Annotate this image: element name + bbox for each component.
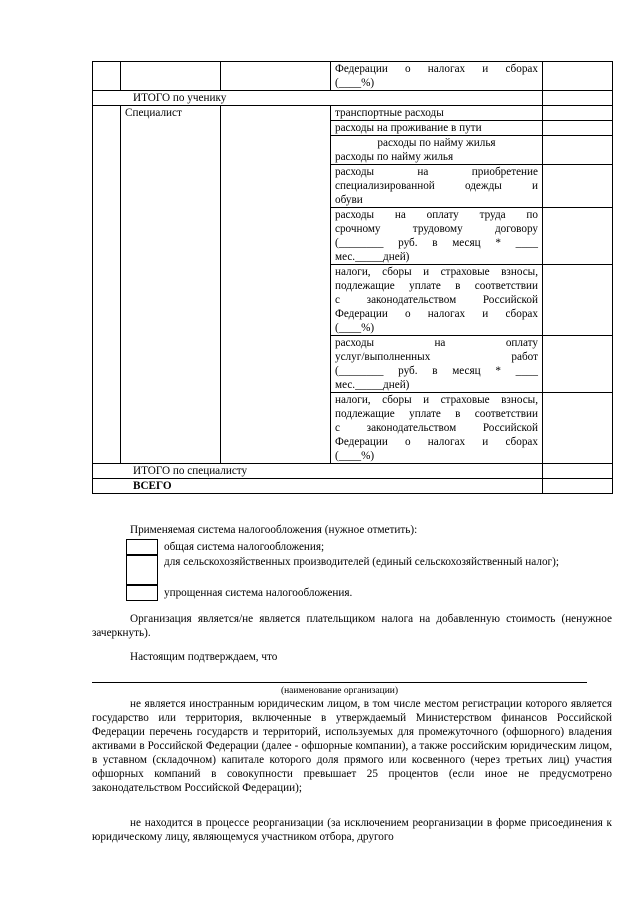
amount-cell — [543, 336, 613, 393]
cost-item-cell — [331, 165, 543, 208]
cost-item-line: обуви — [335, 194, 363, 206]
row-number-cell — [93, 62, 121, 91]
cost-item-line: расходы по найму жилья — [335, 151, 454, 163]
cost-item-line: мес._____дней) — [335, 251, 410, 263]
role-cell: Специалист — [121, 106, 221, 464]
tax-system-title: Применяемая система налогообложения (нужное отметить): — [130, 524, 418, 536]
cost-item-line: расходы по найму жилья — [377, 137, 496, 149]
table-row — [93, 91, 613, 106]
checkbox-agricultural-tax[interactable] — [126, 555, 158, 585]
organization-name-caption: (наименование организации) — [280, 686, 399, 696]
amount-cell — [543, 464, 613, 479]
confirm-paragraph: Настоящим подтверждаем, что — [130, 651, 278, 663]
row-number-cell — [93, 106, 121, 464]
cost-item-line: подлежащие уплате в соответствии — [335, 408, 538, 420]
cost-item-line: с законодательством Российской — [335, 422, 538, 434]
amount-cell — [543, 136, 613, 165]
amount-cell — [543, 165, 613, 208]
cost-item-line: расходы на оплату — [335, 337, 538, 349]
cost-item-line: расходы на приобретение — [335, 166, 538, 178]
cost-item-line: (________ руб. в месяц * ____ — [335, 365, 538, 377]
option-agricultural-tax: для сельскохозяйственных производителей (единый сельскохозяйственный налог); — [164, 556, 559, 568]
amount-cell — [543, 91, 613, 106]
cost-item-cell — [331, 265, 543, 336]
table-row — [93, 479, 613, 494]
table-row — [93, 62, 613, 91]
grand-total-label: ВСЕГО — [93, 479, 543, 494]
cost-item-line: (________ руб. в месяц * ____ — [335, 237, 538, 249]
option-simplified-tax: упрощенная система налогообложения. — [164, 587, 353, 599]
table-row — [93, 106, 613, 121]
cost-item-line: налоги, сборы и страховые взносы, — [335, 266, 538, 278]
offshore-paragraph: не является иностранным юридическим лицом, в том числе местом регистрации которого является государство или территория, включенные в утверждаемый Министерством финансов Российской Федерации перечень государств и территорий, используемых для промежуточного (офшорного) владения активами в Российской Федерации (далее - офшорные компании), а также российским юридическим лицом, в уставном (складочном) капитале которого доля прямого или косвенного (через третьих лиц) участия офшорных компаний в совокупности превышает 25 процентов (если иное не предусмотрено законодательством Российской Федерации); — [92, 698, 612, 794]
reorganization-paragraph: не находится в процессе реорганизации (за исключением реорганизации в форме присоединения к юридическому лицу, являющемуся участником отбора, другого — [92, 817, 612, 843]
spacer-cell — [221, 106, 331, 464]
cost-item-cell — [331, 106, 543, 121]
cost-item-line: с законодательством Российской — [335, 294, 538, 306]
cost-item-line: расходы на проживание в пути — [335, 122, 482, 134]
organization-name-line[interactable] — [92, 682, 587, 683]
cost-item-line: специализированной одежды и — [335, 180, 538, 192]
cost-item-line: Федерации о налогах и сборах — [335, 308, 538, 320]
checkbox-simplified-tax[interactable] — [126, 585, 158, 601]
amount-cell — [543, 479, 613, 494]
cost-item-cell — [331, 393, 543, 464]
cost-item-line: (____%) — [335, 450, 375, 462]
table-row — [93, 464, 613, 479]
cost-item-cell — [331, 121, 543, 136]
amount-cell — [543, 208, 613, 265]
cost-item-cell — [331, 62, 543, 91]
cost-item-line: транспортные расходы — [335, 107, 444, 119]
cost-item-line: (____%) — [335, 322, 375, 334]
amount-cell — [543, 62, 613, 91]
amount-cell — [543, 393, 613, 464]
cost-item-line: подлежащие уплате в соответствии — [335, 280, 538, 292]
checkbox-general-tax[interactable] — [126, 539, 158, 555]
cost-table — [92, 61, 613, 494]
amount-cell — [543, 265, 613, 336]
option-general-tax: общая система налогообложения; — [164, 541, 325, 553]
cost-item-line: мес._____дней) — [335, 379, 410, 391]
cost-item-cell — [331, 208, 543, 265]
amount-cell — [543, 106, 613, 121]
cost-item-cell — [331, 136, 543, 165]
cost-item-line: Федерации о налогах и сборах — [335, 436, 538, 448]
cost-item-line: Федерации о налогах и сборах — [335, 63, 538, 75]
cost-item-line: расходы на оплату труда по — [335, 209, 538, 221]
cost-item-line: срочному трудовому договору — [335, 223, 538, 235]
subtotal-label: ИТОГО по ученику — [93, 91, 543, 106]
cost-item-line: (____%) — [335, 77, 375, 89]
subtotal-label: ИТОГО по специалисту — [93, 464, 543, 479]
cost-item-line: услуг/выполненных работ — [335, 351, 538, 363]
vat-paragraph: Организация является/не является плательщиком налога на добавленную стоимость (ненужное зачеркнуть). — [92, 613, 612, 639]
spacer-cell — [221, 62, 331, 91]
cost-item-cell — [331, 336, 543, 393]
amount-cell — [543, 121, 613, 136]
cost-item-line: налоги, сборы и страховые взносы, — [335, 394, 538, 406]
role-cell — [121, 62, 221, 91]
